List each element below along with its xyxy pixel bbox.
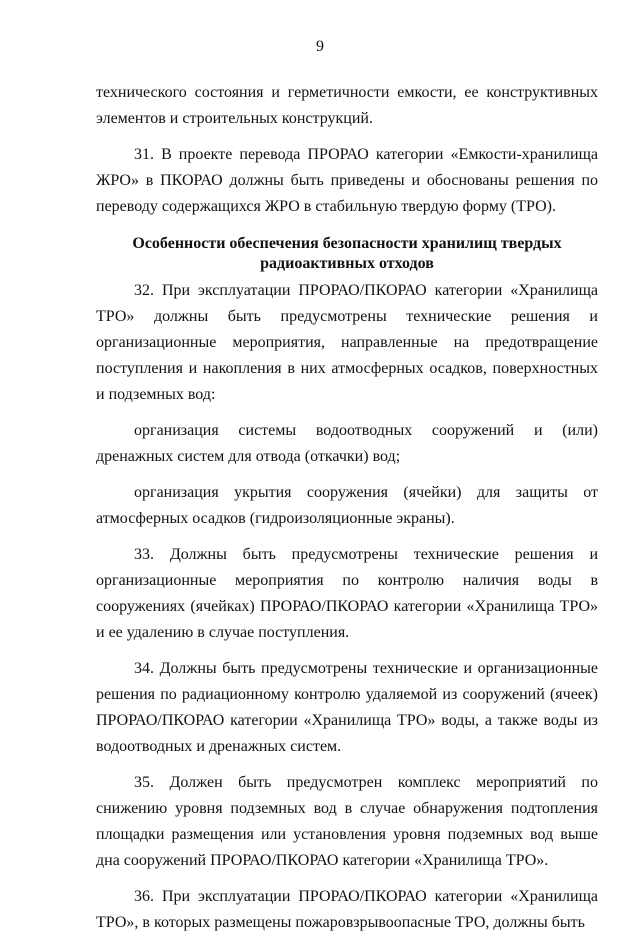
paragraph-35: 35. Должен быть предусмотрен комплекс мероприятий по снижению уровня подземных вод в случае обнаружения подтопления площадки размещения или установления уровня подземных вод выше дна сооружений ПРОРАО/ПКОРАО категории «Хранилища ТРО».	[96, 774, 598, 869]
page-number: 9	[316, 38, 324, 55]
list-item-drainage: организация системы водоотводных сооружений и (или) дренажных систем для отвода (откачки) вод;	[96, 422, 598, 465]
paragraph-34: 34. Должны быть предусмотрены технические и организационные решения по радиационному контролю удаляемой из сооружений (ячеек) ПРОРАО/ПКОРАО категории «Хранилища ТРО» воды, а также воды из водоотводных и дренажных систем.	[96, 660, 598, 755]
paragraph-36: 36. При эксплуатации ПРОРАО/ПКОРАО категории «Хранилища ТРО», в которых размещены пожаровзрывоопасные ТРО, должны быть	[96, 888, 598, 931]
paragraph-31: 31. В проекте перевода ПРОРАО категории «Емкости-хранилища ЖРО» в ПКОРАО должны быть приведены и обоснованы решения по переводу содержащихся ЖРО в стабильную твердую форму (ТРО).	[96, 146, 598, 215]
section-heading: Особенности обеспечения безопасности хранилищ твердых радиоактивных отходов	[132, 235, 562, 272]
document-body	[96, 80, 598, 946]
paragraph-33: 33. Должны быть предусмотрены технические решения и организационные мероприятия по контролю наличия воды в сооружениях (ячейках) ПРОРАО/ПКОРАО категории «Хранилища ТРО» и ее удалению в случае поступления.	[96, 546, 598, 641]
paragraph-32: 32. При эксплуатации ПРОРАО/ПКОРАО категории «Хранилища ТРО» должны быть предусмотрены технические решения и организационные мероприятия, направленные на предотвращение поступления и накопления в них атмосферных осадков, поверхностных и подземных вод:	[96, 282, 598, 403]
paragraph-continuation: технического состояния и герметичности емкости, ее конструктивных элементов и строительных конструкций.	[96, 84, 598, 127]
list-item-shelter: организация укрытия сооружения (ячейки) для защиты от атмосферных осадков (гидроизоляционные экраны).	[96, 484, 598, 527]
